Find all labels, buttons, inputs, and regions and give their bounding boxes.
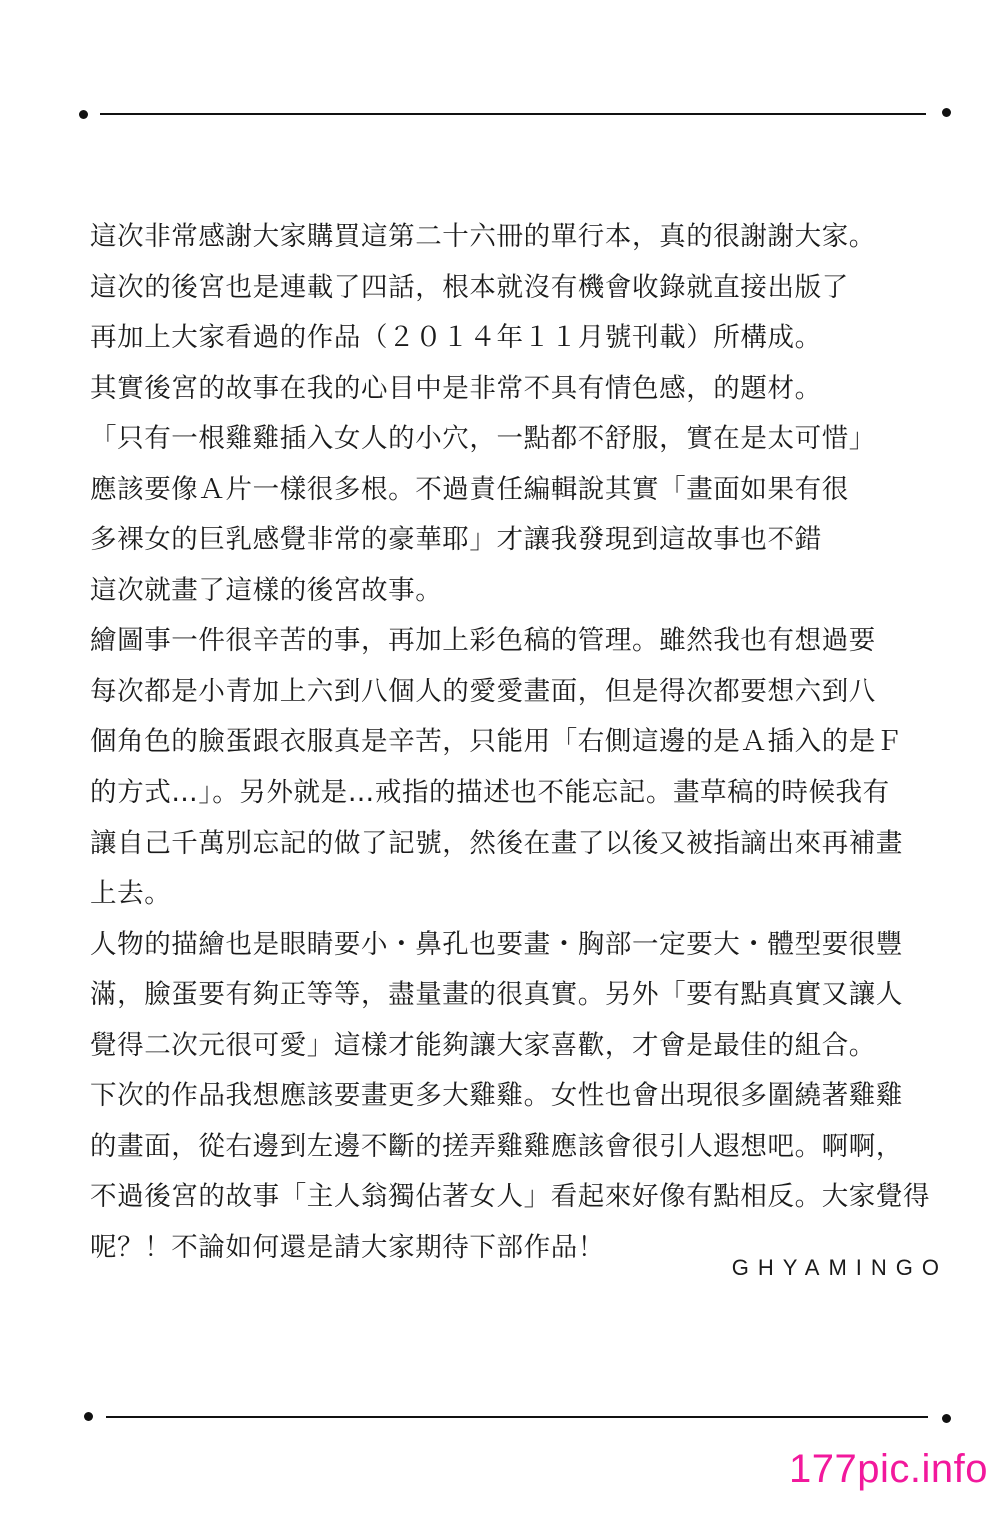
divider-dot-right [942,1414,951,1423]
text-line: 下次的作品我想應該要畫更多大雞雞。女性也會出現很多圍繞著雞雞 [90,1080,903,1112]
text-line: 讓自己千萬別忘記的做了記號，然後在畫了以後又被指謫出來再補畫 [90,827,903,859]
text-line: 人物的描繪也是眼睛要小・鼻孔也要畫・胸部一定要大・體型要很豐 [90,928,903,960]
text-line: 滿，臉蛋要有夠正等等，盡量畫的很真實。另外「要有點真實又讓人 [90,979,903,1011]
text-line: 這次的後宮也是連載了四話，根本就沒有機會收錄就直接出版了 [90,271,849,303]
site-watermark: 177pic.info [789,1447,988,1491]
divider-dot-right [942,108,951,117]
text-line: 覺得二次元很可愛」這樣才能夠讓大家喜歡，才會是最佳的組合。 [90,1029,876,1061]
text-line: 其實後宮的故事在我的心目中是非常不具有情色感，的題材。 [90,372,822,404]
text-line: 這次非常感謝大家購買這第二十六冊的單行本，真的很謝謝大家。 [90,221,876,252]
text-line: 的方式…」。另外就是…戒指的描述也不能忘記。畫草稿的時候我有 [90,777,890,809]
author-signature: GHYAMINGO [731,1255,948,1280]
bottom-divider [76,1402,956,1432]
text-line: 每次都是小青加上六到八個人的愛愛畫面，但是得次都要想六到八 [90,675,876,707]
afterword-text [90,212,960,1273]
text-line: 「只有一根雞雞插入女人的小穴，一點都不舒服，實在是太可惜」 [90,423,876,455]
divider-dot-left [79,110,88,119]
top-divider [76,98,956,128]
divider-dot-left [84,1412,93,1421]
text-line: 不過後宮的故事「主人翁獨佔著女人」看起來好像有點相反。大家覺得 [90,1181,931,1213]
text-line: 上去。 [90,878,172,910]
divider-line [106,1416,928,1418]
text-line: 這次就畫了這樣的後宮故事。 [90,574,443,606]
text-line: 的畫面，從右邊到左邊不斷的搓弄雞雞應該會很引人遐想吧。啊啊， [90,1130,903,1162]
text-line: 個角色的臉蛋跟衣服真是辛苦，只能用「右側這邊的是Ａ插入的是Ｆ [90,726,903,758]
divider-line [100,113,926,115]
text-line: 繪圖事一件很辛苦的事，再加上彩色稿的管理。雖然我也有想過要 [90,625,876,657]
text-line: 應該要像Ａ片一樣很多根。不過責任編輯說其實「畫面如果有很 [90,473,849,505]
text-line: 再加上大家看過的作品（２０１４年１１月號刊載）所構成。 [90,322,822,354]
text-line: 呢？！不論如何還是請大家期待下部作品！ [90,1231,605,1263]
text-line: 多裸女的巨乳感覺非常的豪華耶」才讓我發現到這故事也不錯 [90,524,822,556]
